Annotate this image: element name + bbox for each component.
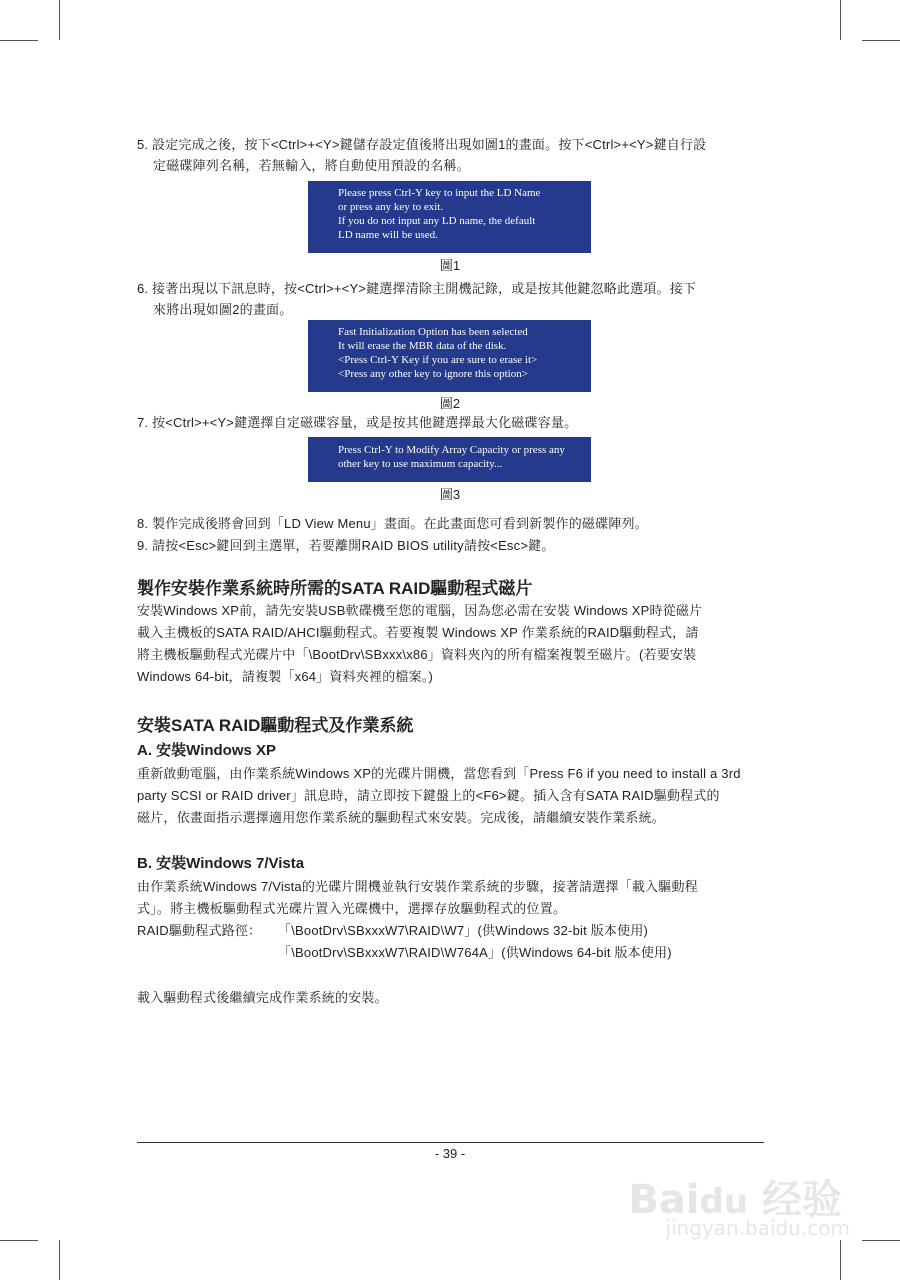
driver-path-label: RAID驅動程式路徑： xyxy=(137,923,262,938)
figure-line: LD name will be used. xyxy=(338,229,438,241)
figure-3-caption: 圖3 xyxy=(439,487,461,502)
figure-line: Please press Ctrl-Y key to input the LD Name xyxy=(338,187,541,199)
subsection-a-body: party SCSI or RAID driver」訊息時，請立即按下鍵盤上的<F6>鍵。插入含有SATA RAID驅動程式的 xyxy=(137,788,720,803)
crop-mark xyxy=(862,40,900,41)
crop-mark xyxy=(840,0,841,40)
step-8: 8. 製作完成後將會回到「LD View Menu」畫面。在此畫面您可看到新製作的磁碟陣列。 xyxy=(137,516,648,531)
subsection-a-body: 磁片，依畫面指示選擇適用您作業系統的驅動程式來安裝。完成後，請繼續安裝作業系統。 xyxy=(137,810,666,825)
figure-line: Fast Initialization Option has been selected xyxy=(338,326,528,338)
section-1-body: 安裝Windows XP前，請先安裝USB軟碟機至您的電腦，因為您必需在安裝 Windows XP時從磁片 xyxy=(137,603,703,618)
figure-1-caption: 圖1 xyxy=(439,258,461,273)
crop-mark xyxy=(0,1240,38,1241)
subsection-a-body: 重新啟動電腦，由作業系統Windows XP的光碟片開機，當您看到「Press F6 if you need to install a 3rd xyxy=(137,766,741,781)
section-1-body: 載入主機板的SATA RAID/AHCI驅動程式。若要複製 Windows XP 作業系統的RAID驅動程式，請 xyxy=(137,625,699,640)
baidu-watermark-logo: Baidu 经验 xyxy=(628,1177,842,1223)
section-1-body: 將主機板驅動程式光碟片中「\BootDrv\SBxxx\x86」資料夾內的所有檔案複製至磁片。(若要安裝 xyxy=(137,647,697,662)
figure-line: <Press Ctrl-Y Key if you are sure to erase it> xyxy=(338,354,538,366)
figure-line: Press Ctrl-Y to Modify Array Capacity or press any xyxy=(338,444,565,456)
step-6-line-1: 6. 接著出現以下訊息時，按<Ctrl>+<Y>鍵選擇清除主開機記錄，或是按其他鍵忽略此選項。接下 xyxy=(137,281,697,296)
crop-mark xyxy=(0,40,38,41)
step-7: 7. 按<Ctrl>+<Y>鍵選擇自定磁碟容量，或是按其他鍵選擇最大化磁碟容量。 xyxy=(137,415,578,430)
driver-path-32bit: 「\BootDrv\SBxxxW7\RAID\W7」(供Windows 32-bit 版本使用) xyxy=(278,923,649,938)
section-1-body: Windows 64-bit，請複製「x64」資料夾裡的檔案。) xyxy=(137,669,434,684)
figure-2-caption: 圖2 xyxy=(439,396,461,411)
crop-mark xyxy=(59,1240,60,1280)
figure-1-screen xyxy=(308,181,591,253)
subsection-a-heading: A. 安裝Windows XP xyxy=(137,742,277,759)
driver-path-64bit: 「\BootDrv\SBxxxW7\RAID\W764A」(供Windows 64-bit 版本使用) xyxy=(278,945,672,960)
figure-2-screen xyxy=(308,320,591,392)
crop-mark xyxy=(840,1240,841,1280)
step-9: 9. 請按<Esc>鍵回到主選單，若要離開RAID BIOS utility請按<Esc>鍵。 xyxy=(137,538,555,553)
section-1-heading: 製作安裝作業系統時所需的SATA RAID驅動程式磁片 xyxy=(137,579,533,598)
figure-line: other key to use maximum capacity... xyxy=(338,458,503,470)
step-6-line-2: 來將出現如圖2的畫面。 xyxy=(153,302,293,317)
subsection-b-body: 由作業系統Windows 7/Vista的光碟片開機並執行安裝作業系統的步驟，接著請選擇「載入驅動程 xyxy=(137,879,698,894)
figure-line: <Press any other key to ignore this option> xyxy=(338,368,528,380)
baidu-watermark-url: jingyan.baidu.com xyxy=(665,1216,850,1240)
section-2-heading: 安裝SATA RAID驅動程式及作業系統 xyxy=(137,716,414,735)
subsection-b-body: 式」。將主機板驅動程式光碟片置入光碟機中，選擇存放驅動程式的位置。 xyxy=(137,901,567,916)
footer-rule xyxy=(137,1142,764,1143)
page-number: - 39 - xyxy=(434,1146,466,1161)
figure-3-screen xyxy=(308,437,591,482)
step-5-line-1: 5. 設定完成之後，按下<Ctrl>+<Y>鍵儲存設定值後將出現如圖1的畫面。按下<Ctrl>+<Y>鍵自行設 xyxy=(137,137,707,152)
subsection-b-heading: B. 安裝Windows 7/Vista xyxy=(137,855,305,872)
crop-mark xyxy=(862,1240,900,1241)
figure-line: If you do not input any LD name, the default xyxy=(338,215,536,227)
crop-mark xyxy=(59,0,60,40)
step-5-line-2: 定磁碟陣列名稱，若無輸入，將自動使用預設的名稱。 xyxy=(153,158,470,173)
figure-line: or press any key to exit. xyxy=(338,201,444,213)
figure-line: It will erase the MBR data of the disk. xyxy=(338,340,507,352)
final-note: 載入驅動程式後繼續完成作業系統的安裝。 xyxy=(137,990,388,1005)
